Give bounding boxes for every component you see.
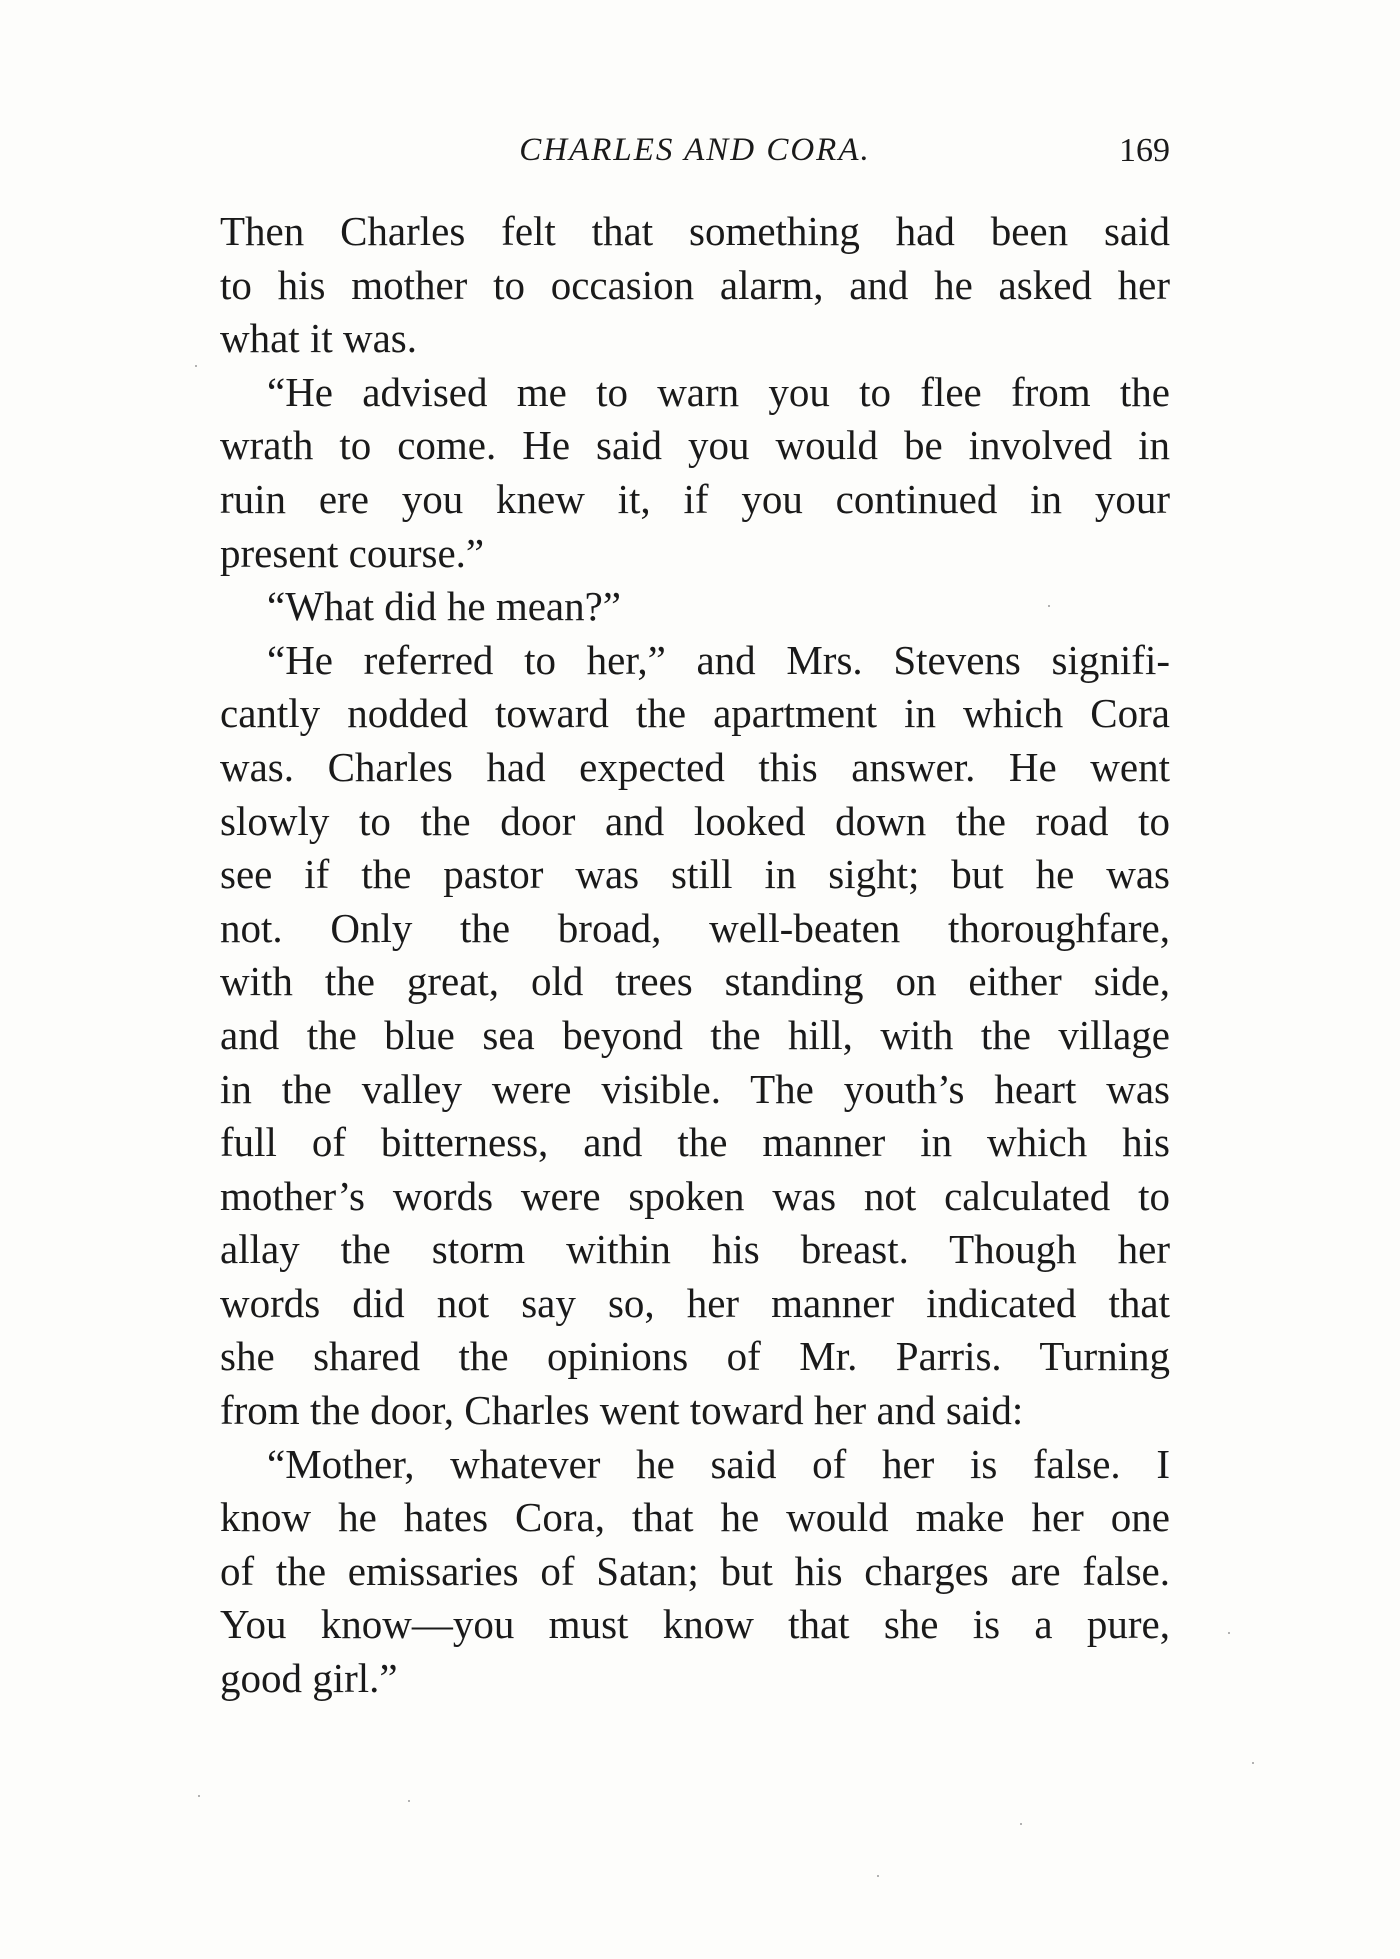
scan-speck — [1020, 1823, 1022, 1825]
text-line: not. Only the broad, well-beaten thoroughfare, — [220, 904, 1170, 951]
scan-speck — [1252, 1762, 1254, 1764]
text-line: good girl.” — [220, 1655, 398, 1702]
text-line: mother’s words were spoken was not calculated to — [220, 1172, 1170, 1219]
text-line: words did not say so, her manner indicated that — [220, 1279, 1170, 1326]
text-line: “He referred to her,” and Mrs. Stevens signifi- — [267, 636, 1170, 683]
text-line: You know—you must know that she is a pure, — [220, 1601, 1170, 1648]
text-line: to his mother to occasion alarm, and he asked her — [220, 261, 1170, 308]
scan-speck — [198, 1795, 200, 1797]
text-line: wrath to come. He said you would be involved in — [220, 422, 1170, 469]
text-line: and the blue sea beyond the hill, with the village — [220, 1011, 1170, 1058]
text-line: ruin ere you knew it, if you continued in your — [220, 475, 1170, 522]
text-line: in the valley were visible. The youth’s heart was — [220, 1065, 1170, 1112]
text-line: from the door, Charles went toward her and said: — [220, 1387, 1024, 1434]
scan-speck — [1228, 1632, 1230, 1634]
running-head — [220, 132, 1170, 182]
page-number: 169 — [1119, 132, 1170, 169]
scan-speck — [877, 1875, 879, 1877]
text-line: see if the pastor was still in sight; but he was — [220, 851, 1170, 898]
text-line: cantly nodded toward the apartment in which Cora — [220, 690, 1170, 737]
scan-speck — [408, 1800, 410, 1802]
text-line: what it was. — [220, 315, 417, 362]
text-line: “What did he mean?” — [267, 583, 622, 630]
body-text — [220, 205, 1170, 1706]
text-line: “He advised me to warn you to flee from the — [267, 368, 1170, 415]
scan-speck — [1048, 605, 1050, 607]
scan-speck — [195, 365, 197, 367]
text-line: full of bitterness, and the manner in which his — [220, 1119, 1170, 1166]
text-line: of the emissaries of Satan; but his charges are false. — [220, 1547, 1170, 1594]
text-line: know he hates Cora, that he would make her one — [220, 1494, 1170, 1541]
text-line: slowly to the door and looked down the road to — [220, 797, 1170, 844]
text-line: with the great, old trees standing on either side, — [220, 958, 1170, 1005]
text-line: “Mother, whatever he said of her is false. I — [267, 1440, 1170, 1487]
running-title: CHARLES AND CORA. — [519, 132, 871, 168]
text-line: she shared the opinions of Mr. Parris. Turning — [220, 1333, 1170, 1380]
text-line: was. Charles had expected this answer. He went — [220, 743, 1170, 790]
text-line: present course.” — [220, 529, 485, 576]
text-line: Then Charles felt that something had been said — [220, 208, 1170, 254]
text-line: allay the storm within his breast. Though her — [220, 1226, 1170, 1273]
